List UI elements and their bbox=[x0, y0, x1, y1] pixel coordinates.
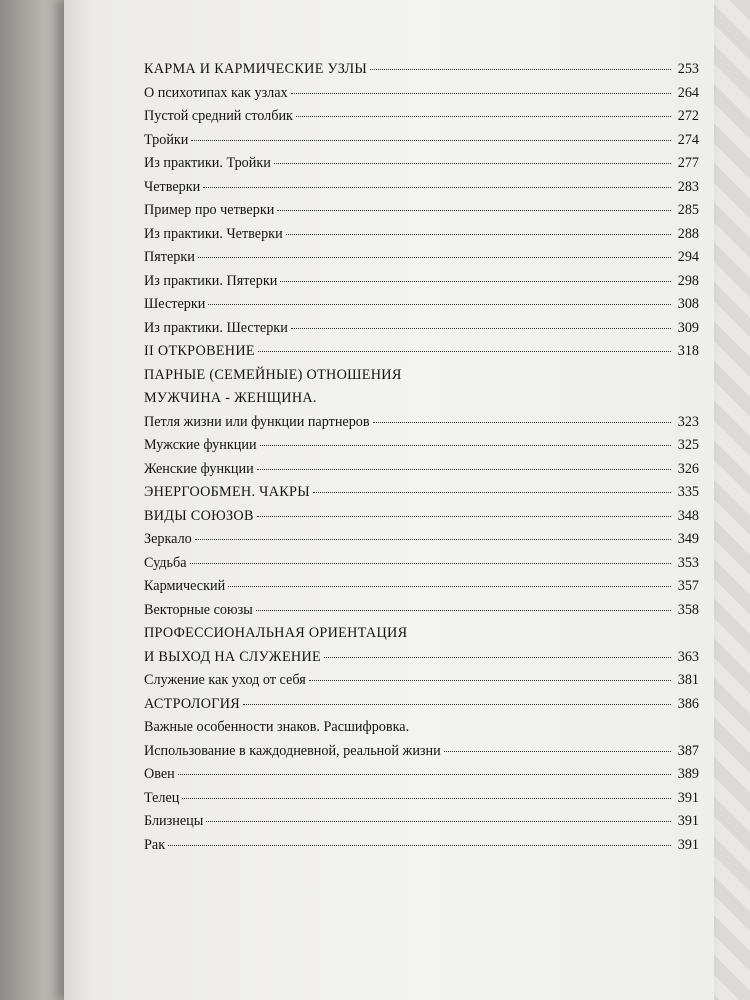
toc-entry bbox=[144, 199, 699, 223]
dot-leader bbox=[178, 774, 671, 775]
toc-entry-title: II ОТКРОВЕНИЕ bbox=[144, 343, 255, 359]
toc-entry-title: Из практики. Четверки bbox=[144, 225, 283, 242]
toc-entry bbox=[144, 317, 699, 341]
toc-entry-page-number: 294 bbox=[677, 249, 699, 265]
toc-entry-page-number: 386 bbox=[677, 695, 699, 712]
toc-entry-title: Из практики. Шестерки bbox=[144, 319, 288, 336]
toc-entry-page-number: 389 bbox=[677, 766, 699, 782]
toc-entry bbox=[144, 622, 699, 646]
toc-entry-page-number: 387 bbox=[677, 742, 699, 759]
toc-entry-page-number: 358 bbox=[677, 601, 699, 618]
dot-leader bbox=[274, 163, 671, 164]
toc-entry-title: Кармический bbox=[144, 578, 226, 594]
toc-entry-title: Служение как уход от себя bbox=[144, 672, 306, 688]
toc-entry-page-number: 308 bbox=[677, 296, 699, 312]
toc-entry bbox=[144, 223, 699, 247]
dot-leader bbox=[258, 351, 671, 352]
toc-entry-title: Из практики. Тройки bbox=[144, 155, 271, 171]
toc-entry bbox=[144, 599, 699, 623]
toc-entry bbox=[144, 411, 699, 435]
toc-entry-page-number: 318 bbox=[677, 343, 699, 359]
toc-entry bbox=[144, 434, 699, 458]
toc-entry-title: Зеркало bbox=[144, 531, 192, 547]
toc-entry bbox=[144, 693, 699, 717]
toc-entry-page-number: 349 bbox=[677, 531, 699, 547]
toc-entry-page-number: 335 bbox=[677, 484, 699, 500]
toc-entry-page-number: 348 bbox=[677, 507, 699, 524]
toc-entry-title: ПРОФЕССИОНАЛЬНАЯ ОРИЕНТАЦИЯ bbox=[144, 625, 408, 641]
toc-entry-page-number: 353 bbox=[677, 554, 699, 571]
toc-entry-page-number: 391 bbox=[677, 813, 699, 829]
toc-entry-page-number: 272 bbox=[677, 108, 699, 124]
dot-leader bbox=[191, 140, 670, 141]
toc-entry bbox=[144, 834, 699, 858]
toc-entry-title: Близнецы bbox=[144, 813, 204, 829]
toc-entry-page-number: 298 bbox=[677, 272, 699, 289]
toc-entry bbox=[144, 82, 699, 106]
toc-entry-title: КАРМА И КАРМИЧЕСКИЕ УЗЛЫ bbox=[144, 61, 368, 77]
dot-leader bbox=[256, 610, 671, 611]
dot-leader bbox=[257, 469, 671, 470]
toc-entry-title: Овен bbox=[144, 766, 175, 782]
dot-leader bbox=[243, 704, 671, 705]
toc-entry-title: Пример про четверки bbox=[144, 202, 275, 218]
toc-entry bbox=[144, 293, 699, 317]
toc-entry-title: Женские функции bbox=[144, 460, 254, 477]
toc-entry-title: Использование в каждодневной, реальной жизни bbox=[144, 742, 441, 759]
toc-entry-title: Мужские функции bbox=[144, 437, 257, 453]
toc-entry-page-number: 357 bbox=[677, 578, 699, 594]
toc-entry bbox=[144, 552, 699, 576]
toc-entry-title: О психотипах как узлах bbox=[144, 84, 288, 101]
toc-entry bbox=[144, 176, 699, 200]
toc-entry-title: Важные особенности знаков. Расшифровка. bbox=[144, 719, 410, 735]
table-of-contents bbox=[144, 58, 699, 857]
toc-entry-title: ПАРНЫЕ (СЕМЕЙНЫЕ) ОТНОШЕНИЯ bbox=[144, 366, 402, 383]
dot-leader bbox=[277, 210, 670, 211]
toc-entry-page-number: 325 bbox=[677, 437, 699, 453]
dot-leader bbox=[168, 845, 671, 846]
toc-entry-page-number: 274 bbox=[677, 131, 699, 148]
toc-entry bbox=[144, 505, 699, 529]
toc-entry-title: Шестерки bbox=[144, 296, 206, 312]
dot-leader bbox=[280, 281, 670, 282]
toc-entry bbox=[144, 105, 699, 129]
toc-entry bbox=[144, 669, 699, 693]
toc-entry bbox=[144, 787, 699, 811]
toc-entry bbox=[144, 340, 699, 364]
toc-entry bbox=[144, 481, 699, 505]
dot-leader bbox=[313, 492, 671, 493]
toc-entry bbox=[144, 646, 699, 670]
toc-entry-title: ЭНЕРГООБМЕН. ЧАКРЫ bbox=[144, 484, 310, 500]
toc-entry bbox=[144, 458, 699, 482]
dot-leader bbox=[203, 187, 671, 188]
toc-entry bbox=[144, 387, 699, 411]
dot-leader bbox=[370, 69, 671, 70]
toc-entry-page-number: 277 bbox=[677, 155, 699, 171]
toc-entry-title: Четверки bbox=[144, 178, 201, 195]
dot-leader bbox=[309, 680, 671, 681]
toc-entry-page-number: 288 bbox=[677, 225, 699, 242]
toc-entry-title: Рак bbox=[144, 836, 166, 853]
toc-entry bbox=[144, 763, 699, 787]
toc-entry-page-number: 283 bbox=[677, 178, 699, 195]
toc-entry-page-number: 285 bbox=[677, 202, 699, 218]
toc-entry-page-number: 264 bbox=[677, 84, 699, 101]
toc-entry-title: И ВЫХОД НА СЛУЖЕНИЕ bbox=[144, 648, 321, 665]
toc-entry-title: АСТРОЛОГИЯ bbox=[144, 695, 241, 712]
toc-entry-page-number: 381 bbox=[677, 672, 699, 688]
toc-entry-title: Телец bbox=[144, 789, 180, 806]
toc-entry bbox=[144, 810, 699, 834]
toc-entry bbox=[144, 528, 699, 552]
toc-entry-page-number: 391 bbox=[677, 836, 699, 853]
book-page bbox=[64, 0, 714, 1000]
toc-entry bbox=[144, 575, 699, 599]
toc-entry-title: Из практики. Пятерки bbox=[144, 272, 278, 289]
dot-leader bbox=[444, 751, 671, 752]
toc-entry-title: Пятерки bbox=[144, 249, 195, 265]
dot-leader bbox=[260, 445, 671, 446]
dot-leader bbox=[190, 563, 671, 564]
toc-entry bbox=[144, 740, 699, 764]
toc-entry-title: ВИДЫ СОЮЗОВ bbox=[144, 507, 254, 524]
toc-entry-title: Векторные союзы bbox=[144, 601, 253, 618]
dot-leader bbox=[291, 328, 671, 329]
toc-entry-title: Пустой средний столбик bbox=[144, 108, 293, 124]
dot-leader bbox=[206, 821, 670, 822]
dot-leader bbox=[324, 657, 671, 658]
dot-leader bbox=[286, 234, 671, 235]
toc-entry-page-number: 363 bbox=[677, 648, 699, 665]
dot-leader bbox=[195, 539, 671, 540]
toc-entry-page-number: 309 bbox=[677, 319, 699, 336]
toc-entry bbox=[144, 58, 699, 82]
toc-entry bbox=[144, 129, 699, 153]
toc-entry-title: Петля жизни или функции партнеров bbox=[144, 413, 370, 430]
toc-entry-title: МУЖЧИНА - ЖЕНЩИНА. bbox=[144, 390, 317, 406]
toc-entry bbox=[144, 152, 699, 176]
dot-leader bbox=[208, 304, 670, 305]
toc-entry bbox=[144, 246, 699, 270]
toc-entry bbox=[144, 364, 699, 388]
dot-leader bbox=[182, 798, 670, 799]
toc-entry-page-number: 391 bbox=[677, 789, 699, 806]
dot-leader bbox=[296, 116, 671, 117]
dot-leader bbox=[291, 93, 671, 94]
dot-leader bbox=[257, 516, 671, 517]
toc-entry-title: Судьба bbox=[144, 554, 187, 571]
toc-entry-title: Тройки bbox=[144, 131, 189, 148]
dot-leader bbox=[198, 257, 671, 258]
toc-entry-page-number: 253 bbox=[677, 61, 699, 77]
toc-entry bbox=[144, 270, 699, 294]
toc-entry-page-number: 323 bbox=[677, 413, 699, 430]
toc-entry-page-number: 326 bbox=[677, 460, 699, 477]
dot-leader bbox=[228, 586, 671, 587]
toc-entry bbox=[144, 716, 699, 740]
dot-leader bbox=[373, 422, 671, 423]
